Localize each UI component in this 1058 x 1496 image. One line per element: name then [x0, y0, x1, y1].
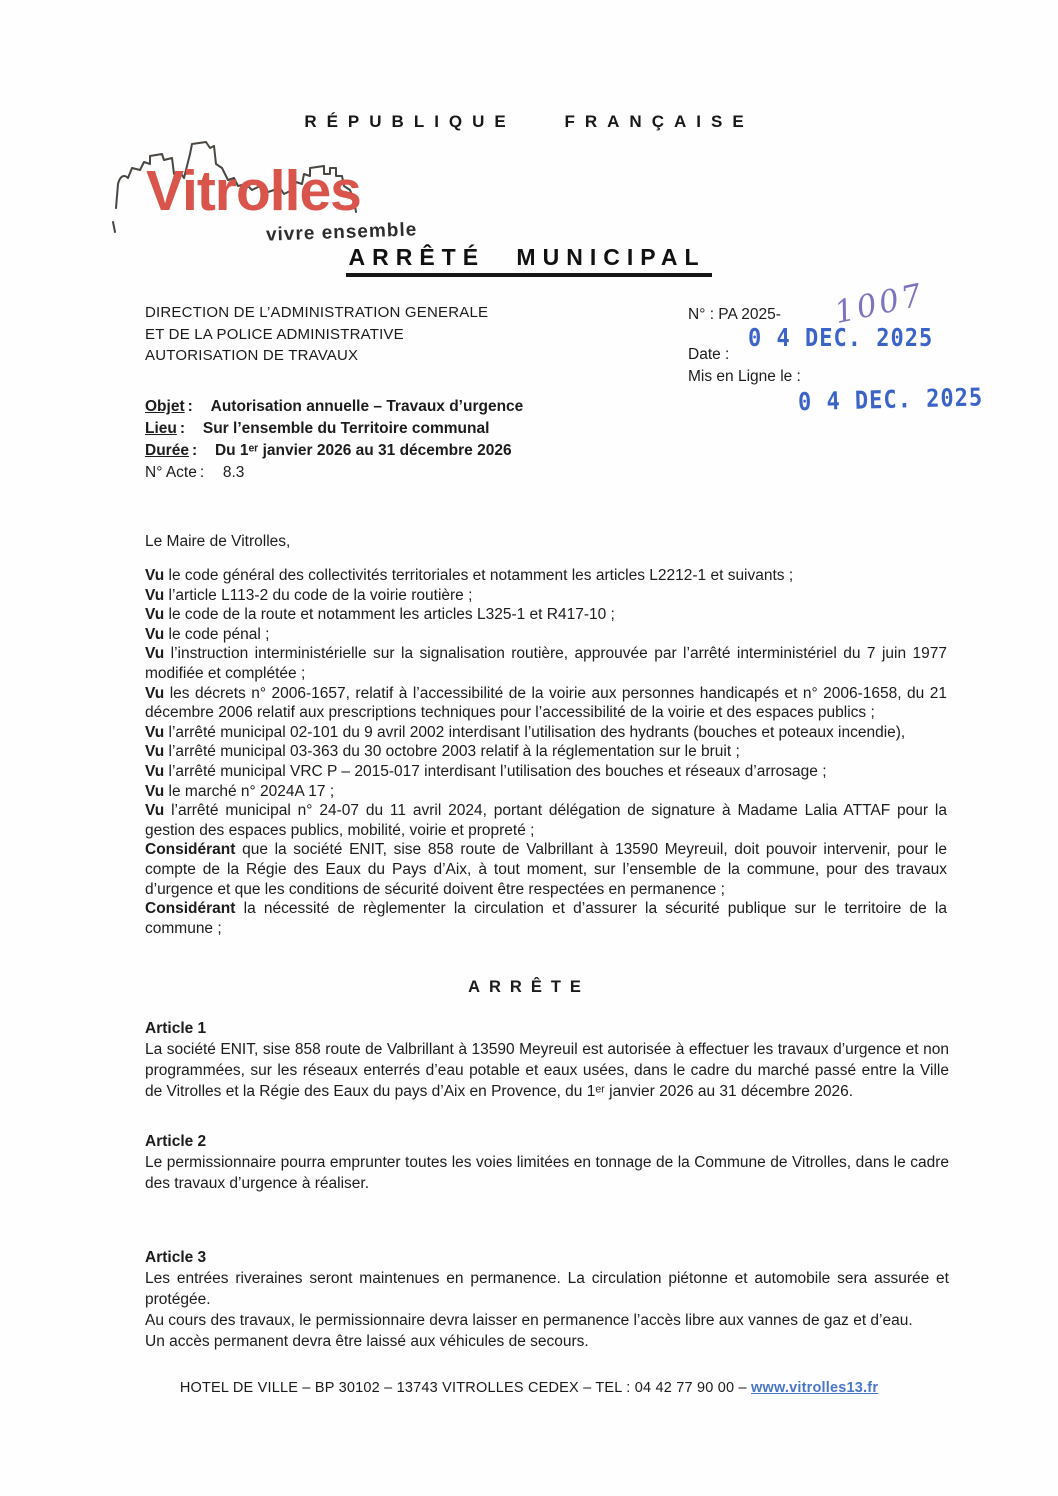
- duree-value: Du 1ᵉʳ janvier 2026 au 31 décembre 2026: [214, 442, 512, 459]
- article-3: [145, 1247, 949, 1352]
- footer-address-text: HOTEL DE VILLE – BP 30102 – 13743 VITROLLES CEDEX – TEL : 04 42 77 90 00 –: [179, 1380, 751, 1396]
- numero-handwritten-value: 1007: [831, 276, 928, 332]
- article-paragraph: Les entrées riveraines seront maintenues en permanence. La circulation piétonne et automobile sera assurée et protégée.: [145, 1270, 949, 1308]
- recital: Vu le marché n° 2024A 17 ;: [145, 782, 335, 800]
- recitals: [145, 566, 947, 938]
- mis-en-ligne-stamp: 0 4 DEC. 2025: [797, 384, 984, 417]
- recital: Vu l’arrêté municipal 03-363 du 30 octobre 2003 relatif à la réglementation sur le bruit ;: [145, 743, 740, 761]
- direction-line: AUTORISATION DE TRAVAUX: [145, 347, 359, 364]
- article-paragraph: Au cours des travaux, le permissionnaire devra laisser en permanence l’accès libre aux vannes de gaz et d’eau.: [145, 1312, 913, 1329]
- objet-row: Objet : Autorisation annuelle – Travaux d’urgence: [145, 396, 523, 418]
- lieu-row: Lieu : Sur l’ensemble du Territoire communal: [145, 418, 523, 440]
- objet-value: Autorisation annuelle – Travaux d’urgence: [210, 398, 524, 415]
- vitrolles-logo: [108, 134, 468, 249]
- subject-block: [145, 396, 523, 484]
- republique-francaise-heading: RÉPUBLIQUE FRANÇAISE: [304, 112, 754, 131]
- article-paragraph: La société ENIT, sise 858 route de Valbrillant à 13590 Meyreuil est autorisée à effectuer les travaux d’urgence et non programmées, sur les réseaux enterrés d’eau potable et eaux usées, dans le cadre du marché passé entre la Ville de Vitrolles et la Régie des Eaux du pays d’Aix en Provence, du 1ᵉʳ janvier 2026 au 31 décembre 2026.: [145, 1041, 949, 1100]
- recital: Vu l’article L113-2 du code de la voirie routière ;: [145, 586, 473, 604]
- recital: Vu les décrets n° 2006-1657, relatif à l’accessibilité de la voirie aux personnes handicapés et n° 2006-1658, du 21 décembre 2006 relatif aux prescriptions techniques pour l’accessibilité de la voirie et des espaces publics ;: [145, 684, 947, 722]
- recital: Vu l’arrêté municipal 02-101 du 9 avril 2002 interdisant l’utilisation des hydrants (bouches et poteaux incendie),: [145, 723, 906, 741]
- date-label: Date :: [688, 346, 730, 363]
- article-paragraph: Le permissionnaire pourra emprunter toutes les voies limitées en tonnage de la Commune de Vitrolles, dans le cadre des travaux d’urgence à réaliser.: [145, 1154, 949, 1192]
- footer: [0, 1380, 1058, 1396]
- recital: Vu le code pénal ;: [145, 625, 270, 643]
- article-title: Article 1: [145, 1020, 207, 1037]
- recital: Vu le code de la route et notamment les articles L325-1 et R417-10 ;: [145, 606, 615, 624]
- direction-line: ET DE LA POLICE ADMINISTRATIVE: [145, 325, 404, 343]
- lieu-value: Sur l’ensemble du Territoire communal: [202, 420, 490, 437]
- article-title: Article 2: [145, 1133, 207, 1150]
- logo-name: Vitrolles: [146, 159, 361, 223]
- numero-label: N° : PA 2025-: [688, 306, 781, 323]
- vitrolles-website-link[interactable]: www.vitrolles13.fr: [751, 1380, 879, 1396]
- acte-value: 8.3: [222, 464, 245, 481]
- article-1: [145, 1018, 949, 1102]
- recital: Vu l’arrêté municipal VRC P – 2015-017 interdisant l’utilisation des bouches et réseaux d’arrosage ;: [145, 762, 827, 780]
- article-2: [145, 1131, 949, 1194]
- logo-tagline: vivre ensemble: [265, 219, 418, 246]
- article-title: Article 3: [145, 1249, 207, 1266]
- article-paragraph: Un accès permanent devra être laissé aux véhicules de secours.: [145, 1333, 589, 1350]
- acte-row: N° Acte : 8.3: [145, 462, 523, 484]
- salutation: Le Maire de Vitrolles,: [145, 533, 291, 550]
- direction-block: [145, 302, 488, 367]
- arrete-heading: ARRÊTE: [468, 978, 590, 996]
- mis-en-ligne-label: Mis en Ligne le :: [688, 368, 801, 385]
- document-title: ARRÊTÉ MUNICIPAL: [0, 244, 1058, 277]
- meta-block: [688, 276, 1058, 440]
- recital: Vu le code général des collectivités territoriales et notamment les articles L2212-1 et suivants ;: [145, 567, 794, 584]
- direction-line: DIRECTION DE L’ADMINISTRATION GENERALE: [145, 304, 489, 321]
- recital: Considérant que la société ENIT, sise 858 route de Valbrillant à 13590 Meyreuil, doit pouvoir intervenir, pour le compte de la Régie des Eaux du Pays d’Aix, à tout moment, sur l’ensemble de la commune, pour des travaux d’urgence et que les conditions de sécurité doivent être respectées en permanence ;: [145, 841, 947, 898]
- recital: Considérant la nécessité de règlementer la circulation et d’assurer la sécurité publique sur le territoire de la commune ;: [145, 900, 947, 937]
- duree-row: Durée : Du 1ᵉʳ janvier 2026 au 31 décembre 2026: [145, 440, 523, 462]
- recital: Vu l’arrêté municipal n° 24-07 du 11 avril 2024, portant délégation de signature à Madame Lalia ATTAF pour la gestion des espaces publics, mobilité, voirie et propreté ;: [145, 802, 947, 839]
- recital: Vu l’instruction interministérielle sur la signalisation routière, approuvée par l’arrêté interministériel du 7 juin 1977 modifiée et complétée ;: [145, 645, 947, 682]
- date-stamp: 0 4 DEC. 2025: [748, 324, 934, 353]
